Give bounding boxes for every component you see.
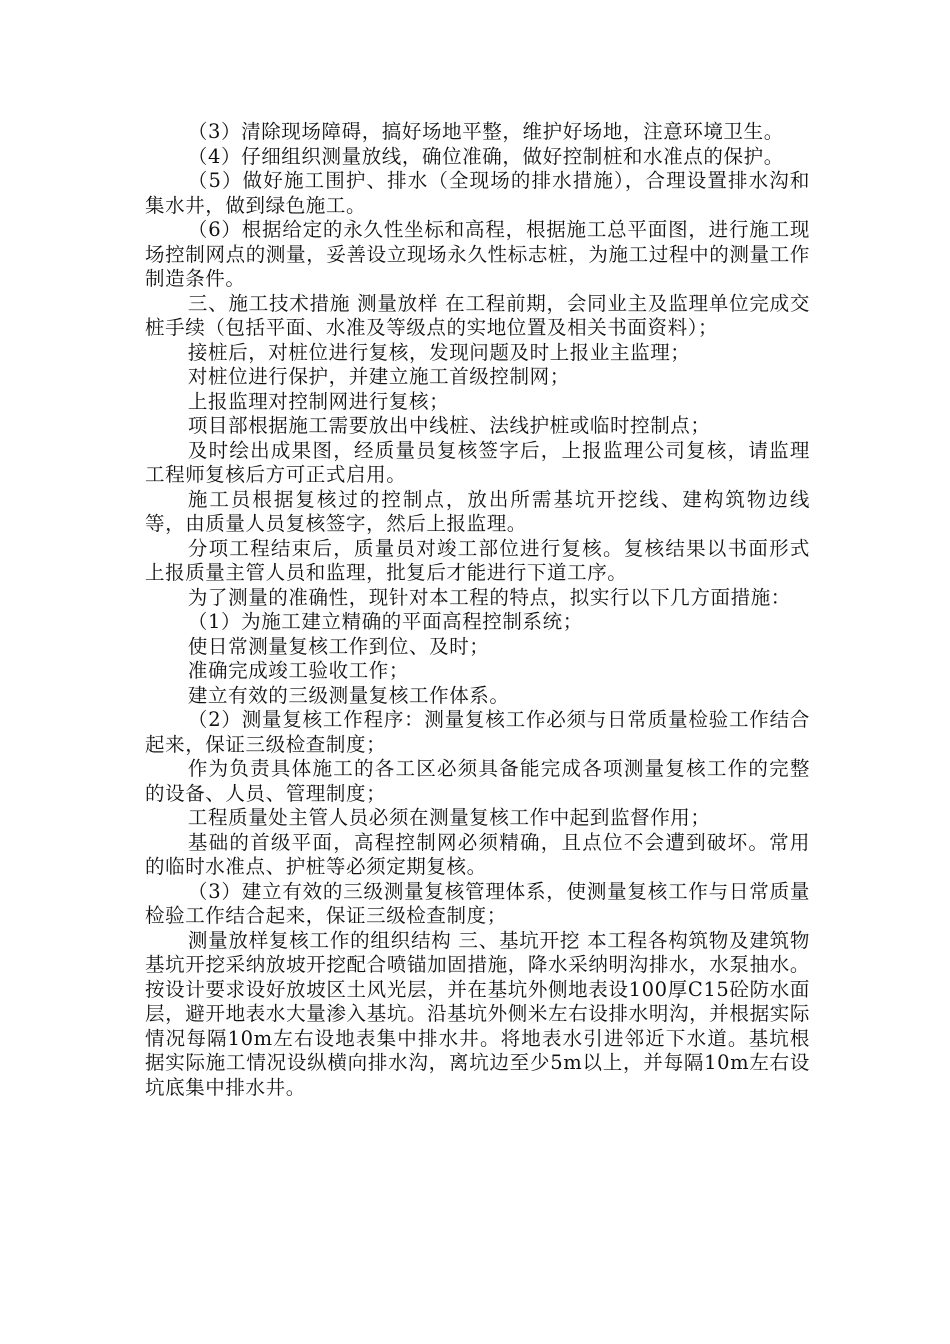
- paragraph: （2）测量复核工作程序：测量复核工作必须与日常质量检验工作结合起来，保证三级检查制度；: [145, 708, 810, 756]
- paragraph: 项目部根据施工需要放出中线桩、法线护桩或临时控制点；: [187, 414, 711, 437]
- paragraph: 建立有效的三级测量复核工作体系。: [187, 683, 510, 707]
- paragraph: （3）建立有效的三级测量复核管理体系，使测量复核工作与日常质量检验工作结合起来，保证三级检查制度；: [145, 879, 810, 927]
- paragraph: 基础的首级平面，高程控制网必须精确，且点位不会遭到破坏。常用的临时水准点、护桩等必须定期复核。: [145, 830, 810, 878]
- paragraph: （3）清除现场障碍，搞好场地平整，维护好场地，注意环境卫生。: [187, 120, 784, 143]
- paragraph: 及时绘出成果图，经质量员复核签字后，上报监理公司复核，请监理工程师复核后方可正式启用。: [145, 438, 810, 486]
- document-body: [145, 120, 810, 1100]
- paragraph: 接桩后，对桩位进行复核，发现问题及时上报业主监理；: [187, 340, 691, 364]
- paragraph: 上报监理对控制网进行复核；: [187, 389, 450, 413]
- paragraph: （5）做好施工围护、排水（全现场的排水措施），合理设置排水沟和集水井，做到绿色施工。: [145, 169, 810, 217]
- paragraph: 分项工程结束后，质量员对竣工部位进行复核。复核结果以书面形式上报质量主管人员和监理，批复后才能进行下道工序。: [145, 536, 810, 584]
- paragraph: 三、施工技术措施 测量放样 在工程前期，会同业主及监理单位完成交桩手续（包括平面、水准及等级点的实地位置及相关书面资料）；: [145, 291, 810, 339]
- paragraph: 施工员根据复核过的控制点，放出所需基坑开挖线、建构筑物边线等，由质量人员复核签字，然后上报监理。: [145, 487, 810, 535]
- paragraph: 对桩位进行保护，并建立施工首级控制网；: [187, 365, 570, 388]
- paragraph: 为了测量的准确性，现针对本工程的特点，拟实行以下几方面措施：: [187, 585, 791, 609]
- paragraph: 测量放样复核工作的组织结构 三、基坑开挖 本工程各构筑物及建筑物基坑开挖采纳放坡开挖配合喷锚加固措施，降水采纳明沟排水，水泵抽水。按设计要求设好放坡区土风光层，并在基坑外侧地表设100厚C15砼防水面层，避开地表水大量渗入基坑。沿基坑外侧米左右设排水明沟，并根据实际情况每隔10m左右设地表集中排水井。将地表水引进邻近下水道。基坑根据实际施工情况设纵横向排水沟，离坑边至少5m以上，并每隔10m左右设坑底集中排水井。: [145, 928, 810, 1099]
- paragraph: 作为负责具体施工的各工区必须具备能完成各项测量复核工作的完整的设备、人员、管理制度；: [145, 757, 810, 805]
- paragraph: 准确完成竣工验收工作；: [187, 659, 409, 682]
- paragraph: （1）为施工建立精确的平面高程控制系统；: [187, 610, 583, 633]
- paragraph: （6）根据给定的永久性坐标和高程，根据施工总平面图，进行施工现场控制网点的测量，妥善设立现场永久性标志桩，为施工过程中的测量工作制造条件。: [145, 218, 810, 290]
- paragraph: 使日常测量复核工作到位、及时；: [187, 634, 490, 658]
- paragraph: （4）仔细组织测量放线，确位准确，做好控制桩和水准点的保护。: [187, 144, 784, 168]
- paragraph: 工程质量处主管人员必须在测量复核工作中起到监督作用；: [187, 806, 711, 829]
